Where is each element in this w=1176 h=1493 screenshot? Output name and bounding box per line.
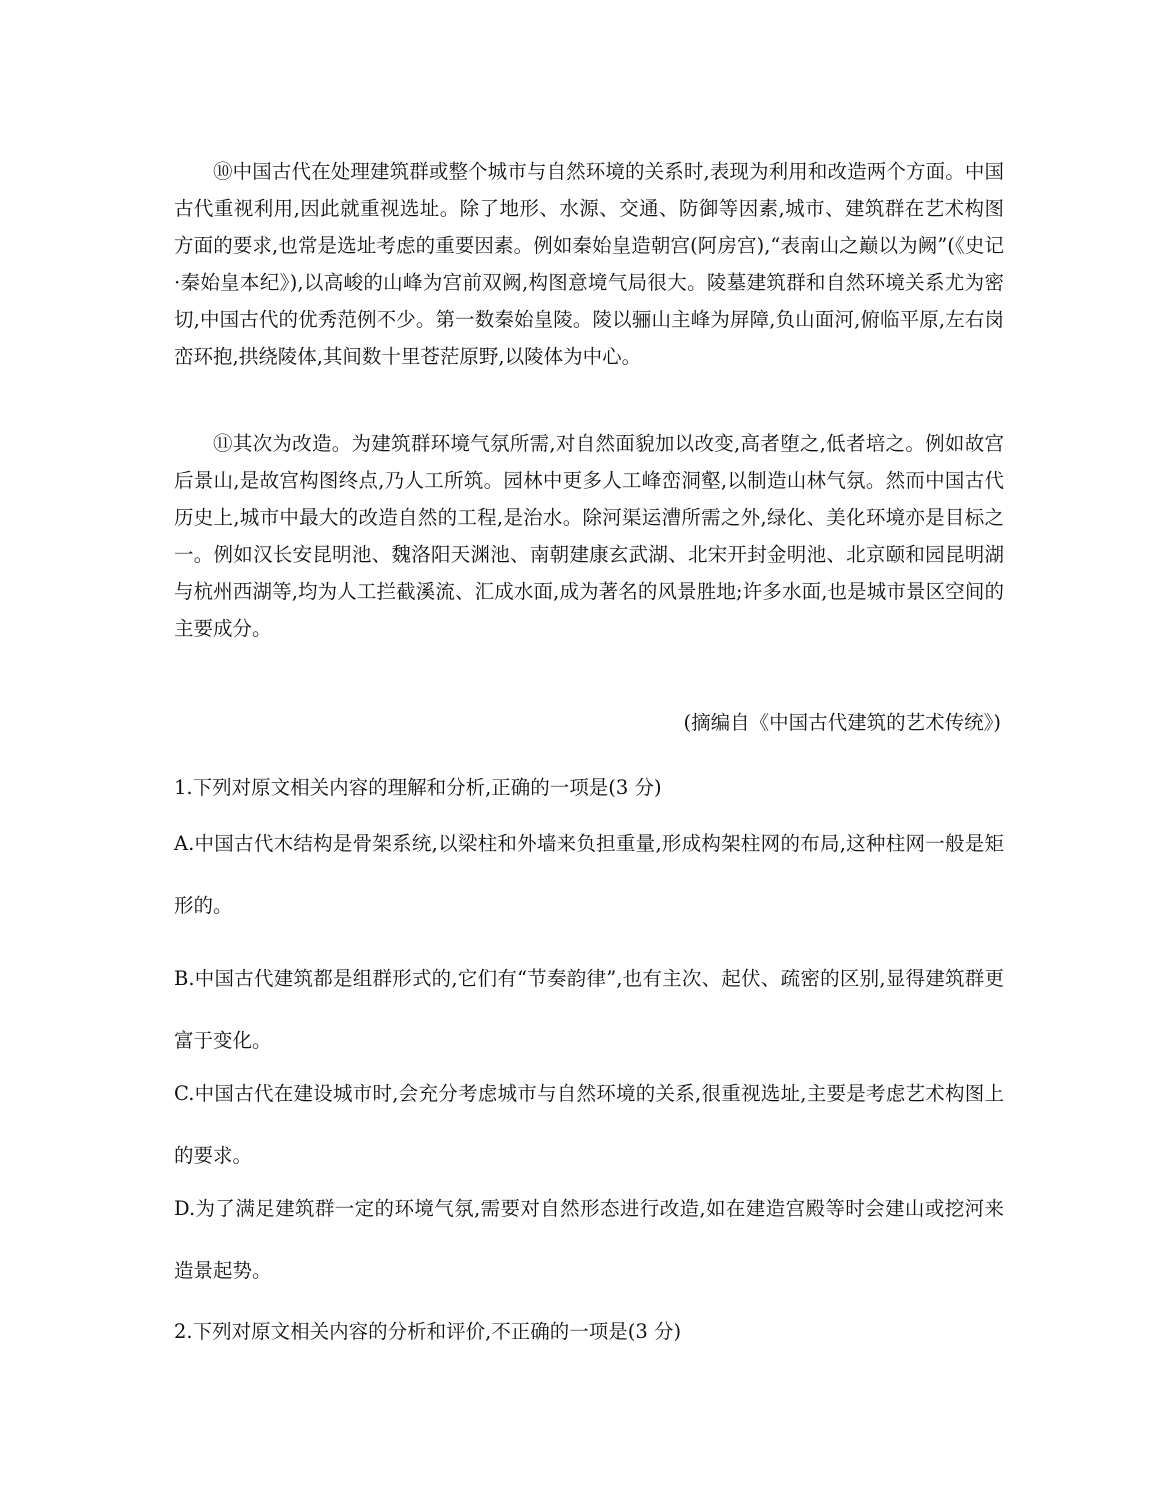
question-2-stem: 2.下列对原文相关内容的分析和评价,不正确的一项是(3 分) — [174, 1320, 682, 1343]
question-1-stem: 1.下列对原文相关内容的理解和分析,正确的一项是(3 分) — [174, 776, 662, 799]
passage-paragraph-10: ⑩中国古代在处理建筑群或整个城市与自然环境的关系时,表现为利用和改造两个方面。中国古代重视利用,因此就重视选址。除了地形、水源、交通、防御等因素,城市、建筑群在艺术构图方面的要求,也常是选址考虑的重要因素。例如秦始皇造朝宫(阿房宫),“表南山之巅以为阙”(《史记·秦始皇本纪》),以高峻的山峰为宫前双阙,构图意境气局很大。陵墓建筑群和自然环境关系尤为密切,中国古代的优秀范例不少。第一数秦始皇陵。陵以骊山主峰为屏障,负山面河,俯临平原,左右岗峦环抱,拱绕陵体,其间数十里苍茫原野,以陵体为中心。 — [174, 160, 1004, 368]
question-1-option-a: A.中国古代木结构是骨架系统,以梁柱和外墙来负担重量,形成构架柱网的布局,这种柱网一般是矩形的。 — [174, 832, 1004, 917]
question-1-option-b: B.中国古代建筑都是组群形式的,它们有“节奏韵律”,也有主次、起伏、疏密的区别,显得建筑群更富于变化。 — [174, 967, 1004, 1052]
passage-paragraph-11: ⑪其次为改造。为建筑群环境气氛所需,对自然面貌加以改变,高者堕之,低者培之。例如故宫后景山,是故宫构图终点,乃人工所筑。园林中更多人工峰峦洞壑,以制造山林气氛。然而中国古代历史上,城市中最大的改造自然的工程,是治水。除河渠运漕所需之外,绿化、美化环境亦是目标之一。例如汉长安昆明池、魏洛阳天渊池、南朝建康玄武湖、北宋开封金明池、北京颐和园昆明湖与杭州西湖等,均为人工拦截溪流、汇成水面,成为著名的风景胜地;许多水面,也是城市景区空间的主要成分。 — [174, 432, 1004, 640]
passage-source: (摘编自《中国古代建筑的艺术传统》) — [683, 711, 1001, 734]
question-1-option-c: C.中国古代在建设城市时,会充分考虑城市与自然环境的关系,很重视选址,主要是考虑艺术构图上的要求。 — [174, 1082, 1004, 1167]
question-1-option-d: D.为了满足建筑群一定的环境气氛,需要对自然形态进行改造,如在建造宫殿等时会建山或挖河来造景起势。 — [174, 1197, 1004, 1282]
